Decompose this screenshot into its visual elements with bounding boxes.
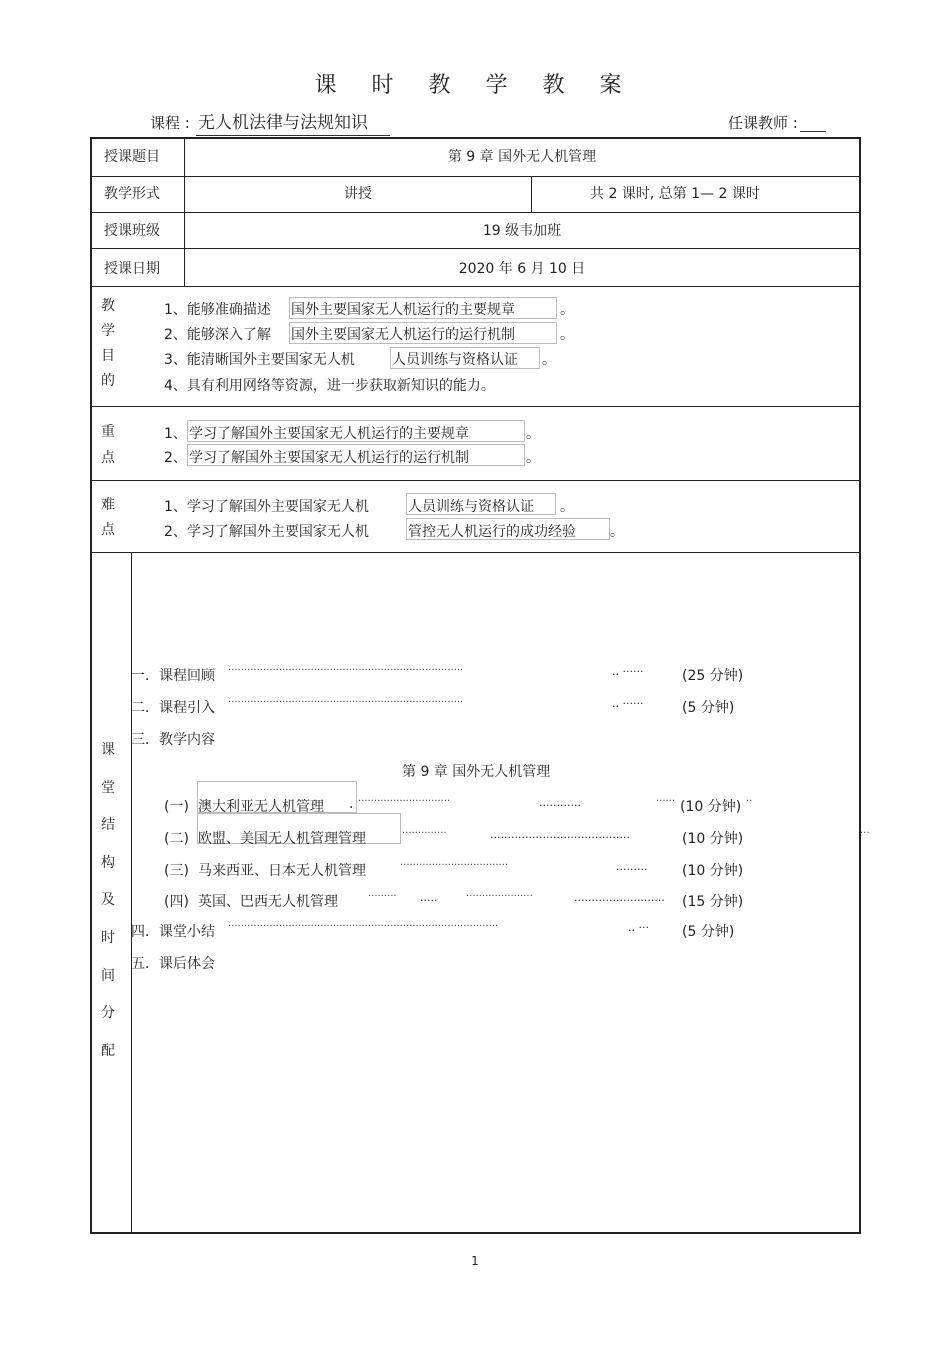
row-divider — [90, 552, 860, 553]
keypoint-suffix: 。 — [526, 426, 540, 442]
teacher-blank-line — [800, 114, 826, 132]
summary-time: (5 分钟) — [682, 924, 735, 940]
sub-leader: ......... — [616, 860, 648, 873]
row-divider — [90, 406, 860, 407]
sub-time: (10 分钟) — [682, 863, 744, 879]
column-divider — [131, 552, 132, 1233]
sub-leader: ..... — [420, 891, 438, 904]
course-label: 课程 : — [150, 114, 190, 132]
sub-leader: ····························· — [358, 796, 451, 807]
sub-number: (四) — [164, 894, 189, 910]
sub-leader: ............ — [539, 796, 581, 809]
intro-leader: ·········································································· — [228, 697, 464, 708]
table-border-right — [859, 137, 861, 1234]
objectives-label: 教学目的 — [101, 298, 115, 389]
difficulty-suffix: 。 — [610, 524, 624, 540]
class-value: 19 级韦加班 — [482, 223, 562, 239]
row-divider — [90, 176, 860, 177]
keypoint-boxed: 学习了解国外主要国家无人机运行的主要规章 — [189, 426, 469, 442]
objective-item-suffix: 。 — [542, 352, 556, 368]
sub-name: 英国、巴西无人机管理 — [198, 894, 338, 910]
page-number: 1 — [471, 1254, 479, 1268]
objective-item-prefix: 1、能够准确描述 — [164, 302, 271, 318]
summary-text: 四．课堂小结 — [131, 924, 215, 940]
table-border-left — [90, 137, 92, 1234]
sub-leader: .......................... — [574, 891, 665, 904]
course-name: 无人机法律与法规知识 — [196, 108, 390, 136]
sub-time: (10 分钟) — [682, 831, 744, 847]
sub-leader: ·································· — [400, 860, 509, 871]
review-text: 一．课程回顾 — [131, 668, 215, 684]
difficulty-boxed: 人员训练与资格认证 — [408, 499, 534, 515]
hours-value: 共 2 课时, 总第 1— 2 课时 — [590, 186, 760, 202]
objective-item-suffix: 。 — [560, 327, 574, 343]
objective-item-boxed: 人员训练与资格认证 — [392, 352, 518, 368]
row-divider — [90, 248, 860, 249]
topic-value: 第 9 章 国外无人机管理 — [447, 149, 597, 165]
sub-time: (10 分钟) — [680, 799, 742, 815]
topic-label: 授课题目 — [104, 149, 160, 165]
sub-name: 澳大利亚无人机管理 — [198, 799, 324, 815]
form-value: 讲授 — [344, 186, 372, 202]
teacher-label: 任课教师 : — [728, 114, 798, 132]
table-border-top — [90, 137, 860, 139]
keypoints-label: 重点 — [101, 424, 115, 466]
chapter-heading: 第 9 章 国外无人机管理 — [402, 764, 551, 780]
keypoint-prefix: 2、 — [164, 450, 187, 466]
difficulty-prefix: 1、学习了解国外主要国家无人机 — [164, 499, 369, 515]
keypoint-boxed: 学习了解国外主要国家无人机运行的运行机制 — [189, 450, 469, 466]
intro-leader-tail: .. ······ — [612, 697, 644, 710]
sub-leader: ····················· — [466, 891, 533, 902]
objective-item-prefix: 3、能清晰国外主要国家无人机 — [164, 352, 355, 368]
objective-item-prefix: 2、能够深入了解 — [164, 327, 271, 343]
row-divider — [90, 286, 860, 287]
difficulties-label: 难点 — [101, 497, 115, 538]
sub-leader: ········· — [368, 891, 397, 902]
review-leader-tail: .. ······ — [612, 665, 644, 678]
row-divider — [90, 480, 860, 481]
structure-label: 课堂结构及时间分配 — [101, 742, 115, 1059]
content-text: 三．教学内容 — [131, 732, 215, 748]
sub-leader: ······ — [656, 796, 676, 807]
sub-number: (二) — [164, 831, 189, 847]
date-value: 2020 年 6 月 10 日 — [458, 261, 586, 277]
sub-name: 欧盟、美国无人机管理管理 — [198, 831, 366, 847]
review-leader: ·········································································· — [228, 665, 464, 676]
summary-leader: ····················································································· — [228, 921, 499, 932]
difficulty-suffix: 。 — [560, 499, 574, 515]
intro-time: (5 分钟) — [682, 700, 735, 716]
keypoint-suffix: 。 — [526, 450, 540, 466]
sub-number: (一) — [164, 799, 189, 815]
reflection-text: 五．课后体会 — [131, 956, 215, 972]
class-label: 授课班级 — [104, 223, 160, 239]
keypoint-prefix: 1、 — [164, 426, 187, 442]
sub-name: 马来西亚、日本无人机管理 — [198, 863, 366, 879]
difficulty-boxed: 管控无人机运行的成功经验 — [408, 524, 576, 540]
review-time: (25 分钟) — [682, 668, 744, 684]
sub-leader: ·· — [746, 796, 753, 807]
sub-leader: ·············· — [402, 828, 447, 839]
intro-text: 二．课程引入 — [131, 700, 215, 716]
sub-leader: ··· — [860, 828, 870, 839]
sub-mark: . — [349, 796, 354, 812]
objective-item-prefix: 4、具有利用网络等资源，进一步获取新知识的能力。 — [164, 378, 495, 394]
objective-item-boxed: 国外主要国家无人机运行的主要规章 — [291, 302, 515, 318]
column-divider — [531, 176, 532, 212]
sub-number: (三) — [164, 863, 189, 879]
objective-item-suffix: 。 — [560, 302, 574, 318]
table-border-bottom — [90, 1232, 860, 1234]
date-label: 授课日期 — [104, 261, 160, 277]
row-divider — [90, 212, 860, 213]
difficulty-prefix: 2、学习了解国外主要国家无人机 — [164, 524, 369, 540]
sub-time: (15 分钟) — [682, 894, 744, 910]
objective-item-boxed: 国外主要国家无人机运行的运行机制 — [291, 327, 515, 343]
sub-leader: ........................................ — [490, 828, 630, 841]
form-label: 教学形式 — [104, 186, 160, 202]
summary-leader-tail: .. ··· — [628, 921, 649, 934]
document-title: 课 时 教 学 教 案 — [314, 73, 636, 98]
